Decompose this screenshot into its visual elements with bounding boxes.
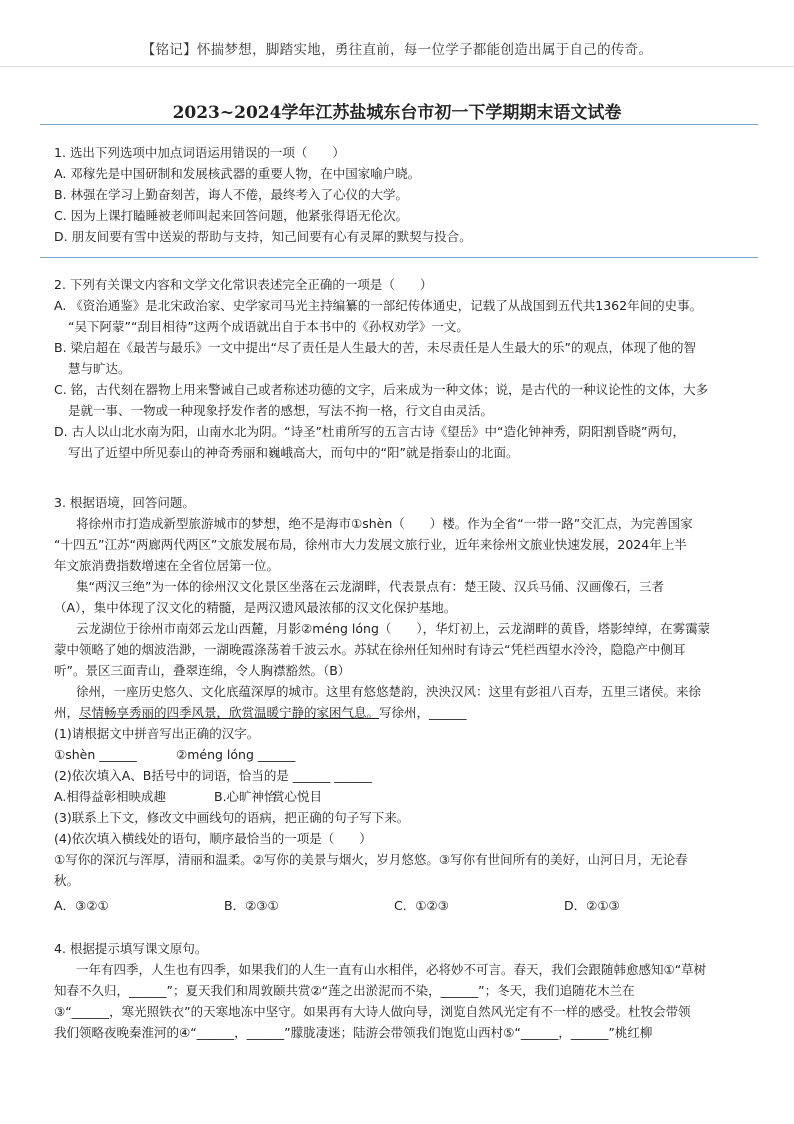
option-b-cont: 慧与旷达。 [68,361,131,376]
choice-c: C．①②③ [394,898,449,913]
passage-text: 州， [54,705,80,720]
option-b1: B.心旷神怡 [214,789,277,804]
sub-question-2-options [54,786,744,807]
passage-line: 一年有四季，人生也有四季，如果我们的人生一直有山水相伴，必将妙不可言。春天，我们会跟随韩愈感知①“草树 [76,962,707,977]
sub-question-3: (3)联系上下文，修改文中画线句的语病，把正确的句子写下来。 [54,810,410,825]
choice-d: D．②①③ [564,898,620,913]
option-a: A. 《资治通鉴》是北宋政治家、史学家司马光主持编纂的一部纪传体通史，记载了从战国到五代共1362年间的史事。 [54,298,703,313]
question-stem: 2. 下列有关课文内容和文学文化常识表述完全正确的一项是（ ） [54,277,433,292]
motto-banner: 【铭记】怀揣梦想，脚踏实地，勇往直前，每一位学子都能创造出属于自己的传奇。 [141,42,653,58]
question-3 [54,492,744,916]
sub-question-4: (4)依次填入横线处的语句，顺序最恰当的一项是（ ） [54,831,372,846]
sub-question-4-choices [54,895,744,916]
option-b: B. 林强在学习上勤奋刻苦，诲人不倦，最终考入了心仪的大学。 [54,187,409,202]
passage-line [54,702,744,723]
question-stem: 3. 根据语境，回答问题。 [54,495,195,510]
option-c-cont: 是就一事、一物或一种现象抒发作者的感想，写法不拘一格，行文自由灵活。 [68,403,494,418]
page-title: 2023~2024学年江苏盐城东台市初一下学期期末语文试卷 [172,103,622,123]
section-divider [40,257,758,258]
passage-line: 我们领略夜晚秦淮河的④“______，______”朦胧凄迷；陆游会带领我们饱览山西村⑤“______，______”桃红柳 [54,1025,653,1040]
choice-b: B．②③① [224,898,279,913]
passage-line: 年文旅消费指数增速在全省位居第一位。 [54,558,280,573]
blank-shen: ①shèn ______ [54,747,137,762]
option-d: D. 朋友间要有雪中送炭的帮助与支持，知己间要有心有灵犀的默契与投合。 [54,229,472,244]
question-2 [54,274,744,463]
sub-question-1-blanks [54,744,744,765]
passage-line: “十四五”江苏“两廊两代两区”文旅发展布局，徐州市大力发展文旅行业，近年来徐州文旅业快速发展，2024年上半 [54,537,687,552]
passage-line: 将徐州市打造成新型旅游城市的梦想，绝不是海市①shèn（ ）楼。作为全省“一带一路”交汇点，为完善国家 [76,516,693,531]
passage-line: 蒙中领略了她的烟波浩渺，一湖晚霞涤荡着千波云水。苏轼在徐州任知州时有诗云“凭栏西望水泠泠，隐隐产中侧耳 [54,642,686,657]
option-d-cont: 写出了近望中所见泰山的神奇秀丽和巍峨高大，而句中的“阳”就是指泰山的北面。 [68,445,519,460]
option-b2: 赏心悦目 [272,789,323,804]
blank-menglong: ②méng lóng ______ [176,747,296,762]
passage-line: 集“两汉三绝”为一体的徐州汉文化景区坐落在云龙湖畔，代表景点有：楚王陵、汉兵马俑、汉画像石，三者 [76,579,664,594]
question-4 [54,938,744,1043]
option-d: D. 古人以山北水南为阳，山南水北为阴。“诗圣”杜甫所写的五言古诗《望岳》中“造化钟神秀，阴阳割昏晓”两句， [54,424,685,439]
option-c: C. 因为上课打瞌睡被老师叫起来回答问题，他紧张得语无伦次。 [54,208,409,223]
passage-line: 听”。景区三面青山，叠翠连绵，令人胸襟豁然。（B） [54,663,351,678]
header-divider [0,66,794,67]
sub-question-4-text: ①写你的深沉与浑厚，清丽和温柔。②写你的美景与烟火，岁月悠悠。③写你有世间所有的美好，山河日月，无论春 [54,852,688,867]
sub-question-4-text: 秋。 [54,873,80,888]
option-a: A. 邓稼先是中国研制和发展核武器的重要人物，在中国家喻户晓。 [54,166,421,181]
passage-line: 云龙湖位于徐州市南郊云龙山西麓，月影②méng lóng（ ），华灯初上，云龙湖畔的黄昏，塔影绰绰，在雾霭蒙 [76,621,711,636]
option-a1: A.相得益彰 [54,789,117,804]
choice-a: A．③②① [54,898,109,913]
title-divider [40,124,758,125]
question-stem: 1. 选出下列选项中加点词语运用错误的一项（ ） [54,145,345,160]
passage-line: ③“______，寒光照铁衣”的天寒地冻中坚守。如果再有大诗人做向导，浏览自然风光定有不一样的感受。杜牧会带领 [54,1004,691,1019]
option-c: C. 铭，古代刻在器物上用来警诫自己或者称述功德的文字，后来成为一种文体；说，是古代的一种议论性的文体，大多 [54,382,709,397]
passage-line: 知春不久归，______”；夏天我们和周敦颐共赏②“莲之出淤泥而不染，______”；冬天，我们追随花木兰在 [54,983,635,998]
passage-text: 写徐州，______ [379,705,467,720]
sub-question-1: (1)请根据文中拼音写出正确的汉字。 [54,726,260,741]
underlined-sentence: 尽情畅享秀丽的四季风景，欣赏温暖宁静的家困气息。 [79,705,380,720]
question-stem: 4. 根据提示填写课文原句。 [54,941,208,956]
option-a2: 相映成趣 [116,789,167,804]
question-1 [54,142,744,247]
passage-line: （A），集中体现了汉文化的精髓，是两汉遗风最浓郁的汉文化保护基地。 [54,600,457,615]
option-b: B. 梁启超在《最苦与最乐》一文中提出“尽了责任是人生最大的苦，未尽责任是人生最大的乐”的观点，体现了他的智 [54,340,696,355]
sub-question-2: (2)依次填入A、B括号中的词语，恰当的是 ______ ______ [54,768,372,783]
option-a-cont: “吴下阿蒙”“刮目相待”这两个成语就出自于本书中的《孙权劝学》一文。 [68,319,469,334]
passage-line: 徐州，一座历史悠久、文化底蕴深厚的城市。这里有悠悠楚韵，泱泱汉风：这里有彭祖八百寿，五里三诸侯。来徐 [76,684,702,699]
